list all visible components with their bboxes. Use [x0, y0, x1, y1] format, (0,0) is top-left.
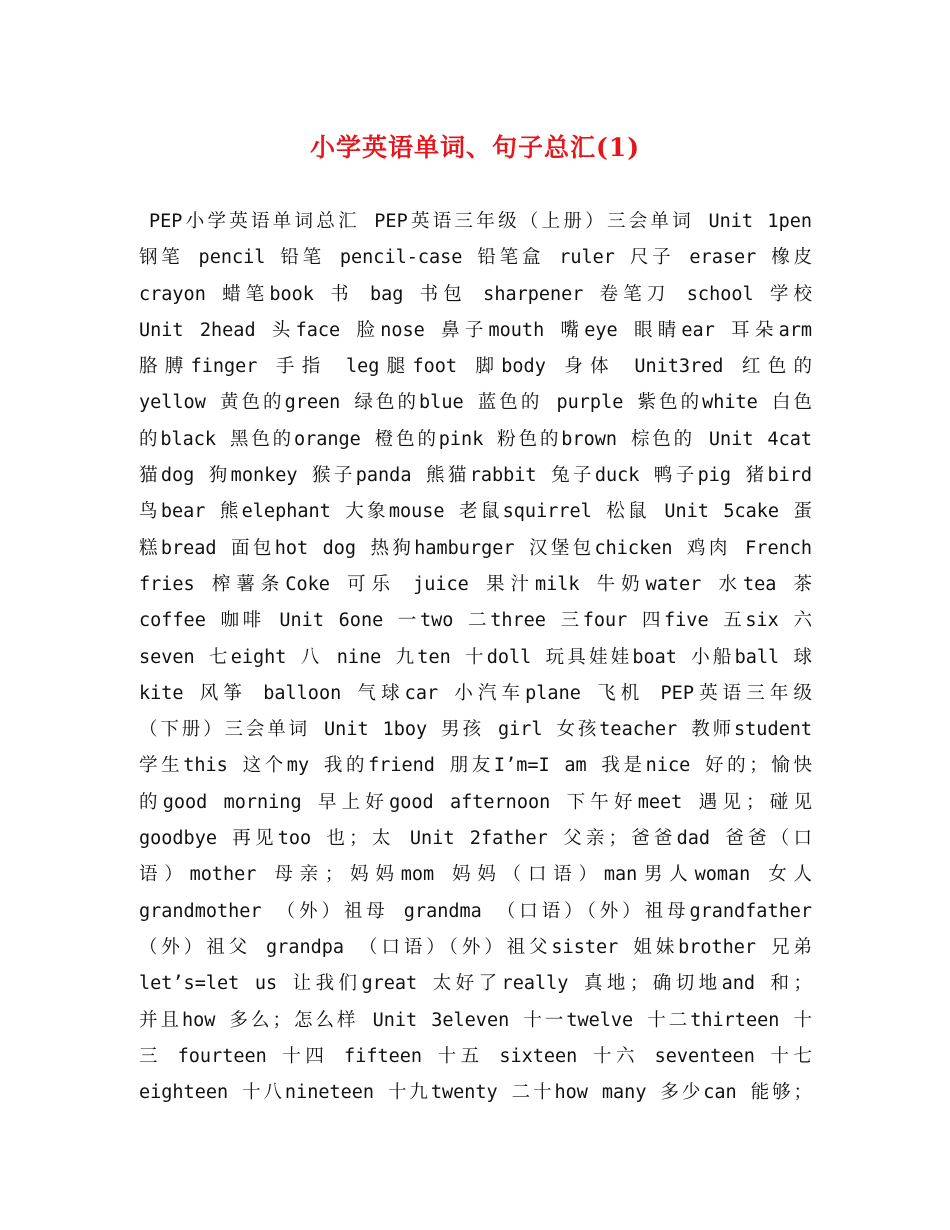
body-line: 糕bread 面包hot dog 热狗hamburger 汉堡包chicken 鸡肉 French: [139, 537, 812, 559]
body-line: fries 榨薯条Coke 可乐 juice 果汁milk 牛奶water 水tea 茶: [139, 573, 812, 595]
body-line: kite 风筝 balloon 气球car 小汽车plane 飞机 PEP英语三年级: [139, 682, 812, 704]
document-body: [139, 204, 812, 1111]
body-line: crayon 蜡笔book 书 bag 书包 sharpener 卷笔刀 school 学校: [139, 283, 812, 305]
body-line: 钢笔 pencil 铅笔 pencil-case 铅笔盒 ruler 尺子 eraser 橡皮: [139, 247, 812, 269]
body-line: （外）祖父 grandpa （口语）（外）祖父sister 姐妹brother 兄弟: [139, 936, 812, 958]
body-line: 鸟bear 熊elephant 大象mouse 老鼠squirrel 松鼠 Unit 5cake 蛋: [139, 501, 812, 523]
body-line: 胳膊finger 手指 leg腿foot 脚body 身体 Unit3red 红色的: [139, 356, 812, 378]
body-line: goodbye 再见too 也；太 Unit 2father 父亲；爸爸dad 爸爸（口: [139, 828, 812, 850]
document-title: 小学英语单词、句子总汇(1): [309, 133, 641, 162]
body-line: 的black 黑色的orange 橙色的pink 粉色的brown 棕色的 Unit 4cat: [139, 428, 812, 450]
body-line: 三 fourteen 十四 fifteen 十五 sixteen 十六 seventeen 十七: [139, 1045, 812, 1067]
body-line: PEP小学英语单词总汇 PEP英语三年级（上册）三会单词 Unit 1pen: [149, 211, 812, 232]
body-line: 的good morning 早上好good afternoon 下午好meet 遇见；碰见: [139, 791, 812, 813]
body-line: Unit 2head 头face 脸nose 鼻子mouth 嘴eye 眼睛ear 耳朵arm: [139, 319, 812, 341]
body-line: 并且how 多么；怎么样 Unit 3eleven 十一twelve 十二thirteen 十: [139, 1009, 812, 1031]
body-line: 语）mother 母亲；妈妈mom 妈妈（口语）man男人woman 女人: [139, 864, 812, 886]
body-line: 猫dog 狗monkey 猴子panda 熊猫rabbit 兔子duck 鸭子pig 猪bird: [139, 465, 812, 487]
body-line: yellow 黄色的green 绿色的blue 蓝色的 purple 紫色的white 白色: [139, 392, 812, 414]
body-line: grandmother （外）祖母 grandma （口语）（外）祖母grandfather: [139, 900, 812, 922]
body-line: coffee 咖啡 Unit 6one 一two 二three 三four 四five 五six 六: [139, 610, 812, 632]
body-line: eighteen 十八nineteen 十九twenty 二十how many 多少can 能够；: [139, 1082, 812, 1104]
body-line: （下册）三会单词 Unit 1boy 男孩 girl 女孩teacher 教师student: [139, 719, 812, 741]
body-line: 学生this 这个my 我的friend 朋友I’m=I am 我是nice 好的；愉快: [139, 755, 812, 777]
body-line: seven 七eight 八 nine 九ten 十doll 玩具娃娃boat 小船ball 球: [139, 646, 812, 668]
body-line: let’s=let us 让我们great 太好了really 真地；确切地and 和；: [139, 973, 812, 995]
